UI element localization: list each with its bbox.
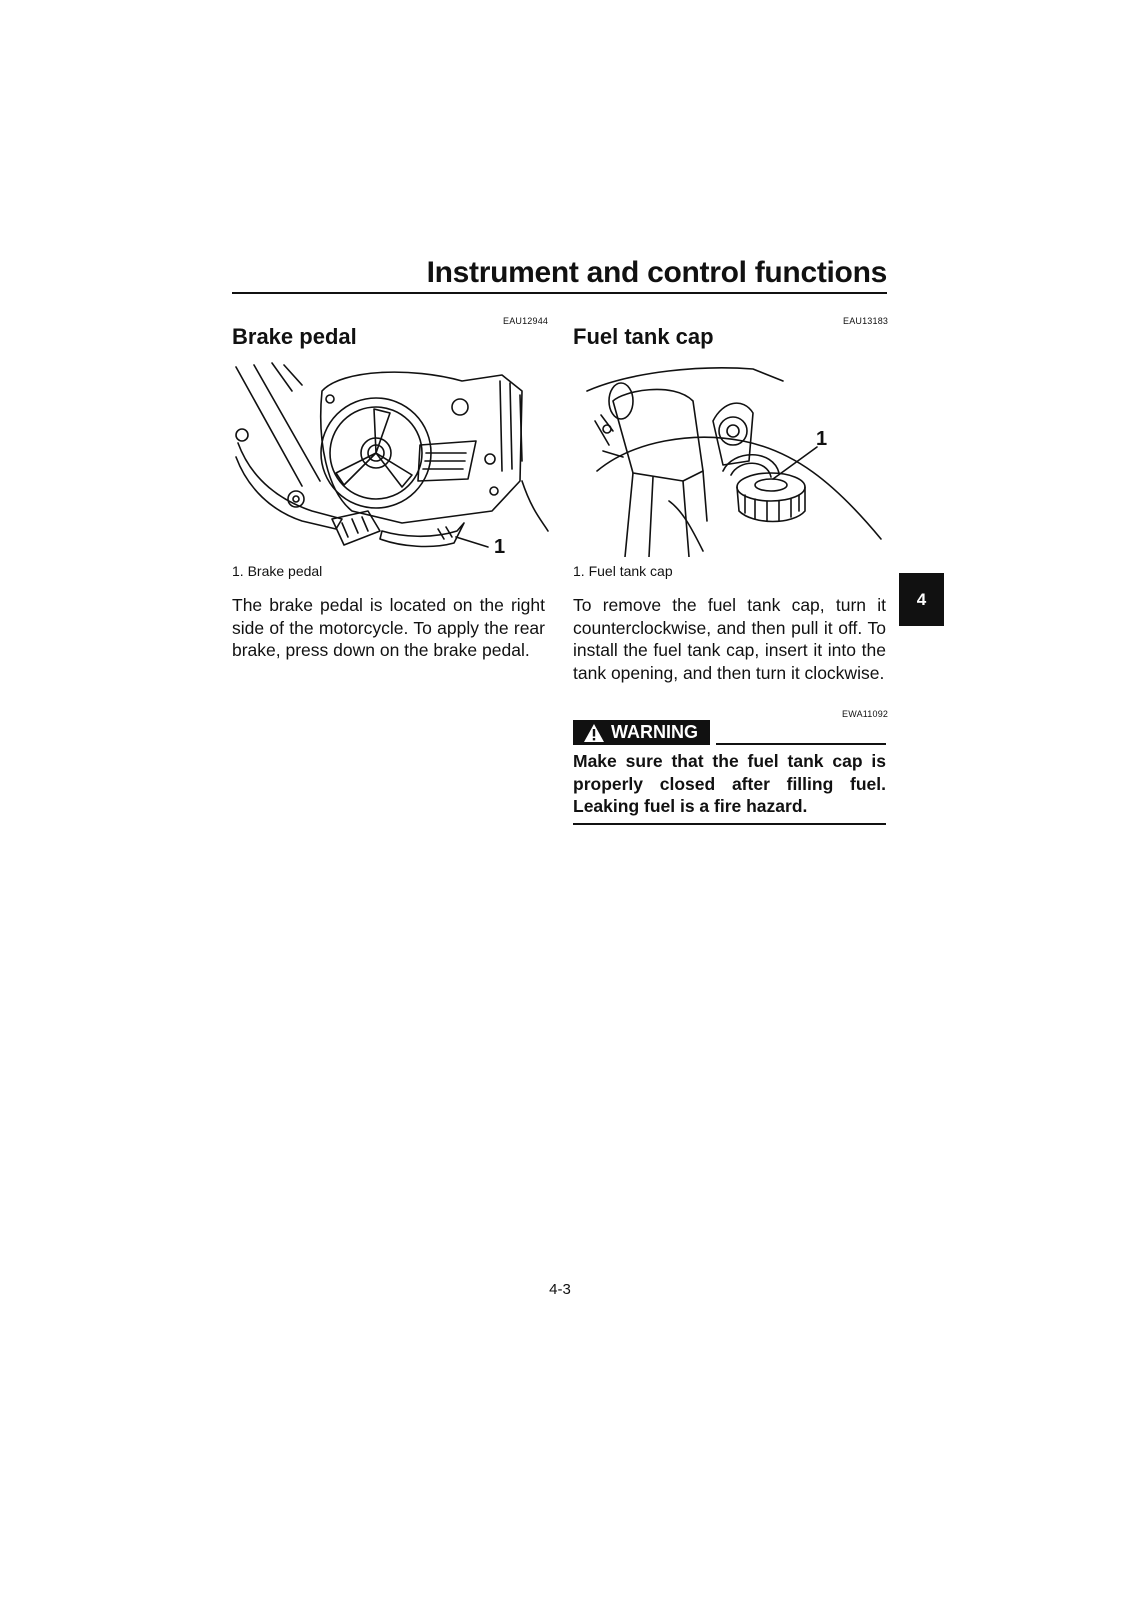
brake-pedal-illustration bbox=[232, 361, 550, 562]
fuel-tank-cap-illustration bbox=[573, 361, 891, 562]
section-code-fuel-tank-cap: EAU13183 bbox=[843, 316, 889, 326]
section-heading-brake-pedal: Brake pedal bbox=[232, 324, 357, 349]
section-heading-fuel-tank-cap: Fuel tank cap bbox=[573, 324, 714, 349]
warning-text: Make sure that the fuel tank cap is properly closed after filling fuel. Leaking fuel is a fire hazard. bbox=[573, 751, 886, 816]
page-number: 4-3 bbox=[549, 1281, 571, 1298]
brake-pedal-callout: 1 bbox=[494, 536, 506, 557]
fuel-tank-cap-callout: 1 bbox=[816, 428, 828, 450]
warning-top-rule bbox=[716, 743, 886, 745]
fuel-tank-cap-caption: 1. Fuel tank cap bbox=[573, 563, 673, 579]
page-title: Instrument and control functions bbox=[426, 256, 887, 289]
brake-pedal-caption: 1. Brake pedal bbox=[232, 563, 323, 579]
warning-triangle-icon bbox=[583, 723, 605, 743]
warning-label bbox=[573, 720, 710, 745]
section-code-brake-pedal: EAU12944 bbox=[503, 316, 549, 326]
warning-bottom-rule bbox=[573, 823, 886, 825]
fuel-tank-cap-body: To remove the fuel tank cap, turn it counterclockwise, and then pull it off. To install the fuel tank cap, insert it into the tank opening, and then turn it clockwise. bbox=[573, 595, 886, 683]
chapter-tab: 4 bbox=[899, 573, 944, 626]
title-rule bbox=[232, 292, 887, 294]
brake-pedal-body: The brake pedal is located on the right side of the motorcycle. To apply the rear brake, press down on the brake pedal. bbox=[232, 595, 545, 660]
warning-label-text: WARNING bbox=[611, 722, 698, 742]
warning-code: EWA11092 bbox=[842, 709, 889, 719]
